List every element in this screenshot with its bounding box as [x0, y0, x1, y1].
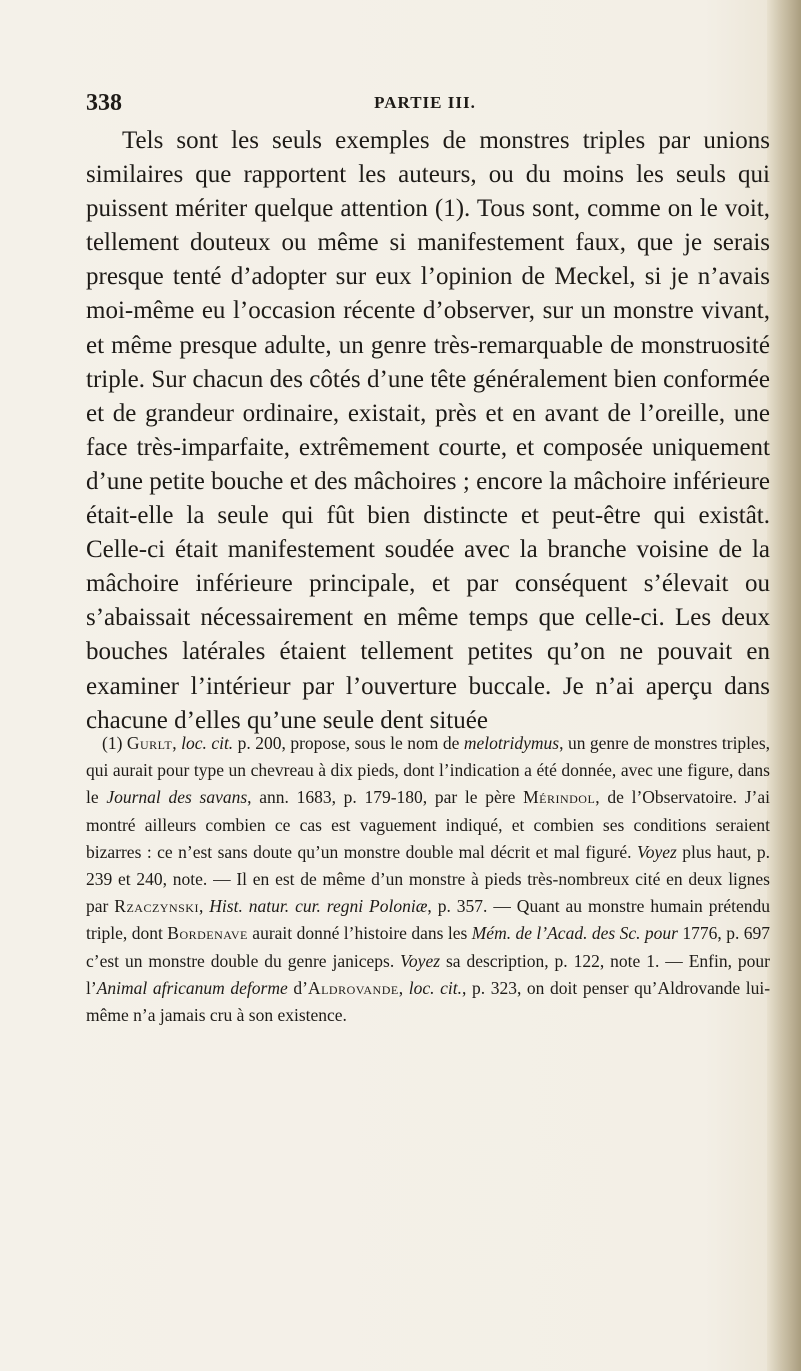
footnote-text: 1776, p. 697 c’est un monstre double du genre janiceps. — [86, 923, 771, 971]
footnote-text: , ann. 1683, p. 179-180, par le père — [247, 787, 524, 808]
book-title: Animal africanum deforme — [96, 977, 288, 998]
page-header — [80, 90, 770, 120]
footnote-text: , — [398, 977, 409, 998]
footnote — [86, 730, 770, 1029]
author-name: Gurlt — [126, 733, 173, 753]
footnote-text: , un genre de monstres triples, qui aurait pour type un chevreau à dix pieds, dont l’indication a été donnée, avec une figure, dans le — [86, 733, 770, 808]
footnote-text: aurait donné l’histoire dans les — [247, 923, 472, 944]
footnote-text: , — [172, 733, 182, 753]
footnote-text: , p. 323, on doit penser qu’Aldrovande lui-même n’a jamais cru à son existence. — [86, 977, 771, 1026]
footnote-text: , — [198, 896, 210, 917]
author-name: Rzaczynski — [114, 896, 199, 917]
cross-reference: Voyez — [636, 841, 677, 862]
running-head: PARTIE III. — [374, 93, 476, 112]
footnote-text: , de l’Observatoire. J’ai montré ailleurs combien ce cas est vaguement indiqué, et combien ses conditions seraient bizarres : ce n’est sans doute qu’un monstre double mal décrit et mal figuré. — [86, 787, 771, 862]
journal-title: Journal des savans — [106, 787, 248, 808]
page-edge-shadow — [767, 0, 801, 1371]
author-name: Mérindol — [523, 787, 596, 808]
footnote-text: sa description, p. 122, note 1. — Enfin, pour l’ — [86, 950, 770, 998]
footnote-text: p. 200, propose, sous le nom de — [233, 733, 464, 753]
citation: loc. cit. — [181, 733, 234, 753]
footnote-text: plus haut, p. 239 et 240, note. — Il en est de même d’un monstre à pieds très-nombreux cité en deux lignes par — [86, 841, 770, 917]
page-number: 338 — [86, 90, 122, 116]
body-paragraph: Tels sont les seuls exemples de monstres triples par unions similaires que rapportent les auteurs, ou du moins les seuls qui puissent mériter quelque attention (1). Tous sont, comme on le voit, tellement douteux ou même si manifestement faux, que je serais presque tenté d’adopter sur eux l’opinion de Meckel, si je n’avais moi-même eu l’occasion récente d’observer, sur un monstre vivant, et même presque adulte, un genre très-remarquable de monstruosité triple. Sur chacun des côtés d’une tête généralement bien conformée et de grandeur ordinaire, existait, près et en avant de l’oreille, une face très-imparfaite, extrêmement courte, et composée uniquement d’une petite bouche et des mâchoires ; encore la mâchoire inférieure était-elle la seule qui fût bien distincte et peut-être qui existât. Celle-ci était manifestement soudée avec la branche voisine de la mâchoire inférieure principale, et par conséquent s’élevait ou s’abaissait nécessairement en même temps que celle-ci. Les deux bouches latérales étaient tellement petites qu’on ne pouvait en examiner l’intérieur par l’ouverture buccale. Je n’ai aperçu dans chacune d’elles qu’une seule dent située — [86, 127, 770, 734]
book-title: Hist. natur. cur. regni Poloniæ — [209, 896, 428, 917]
footnote-text: d’ — [287, 977, 308, 998]
footnote-marker: (1) — [102, 733, 123, 753]
author-name: Aldrovande — [307, 977, 399, 998]
taxon-name: melotridymus — [463, 733, 560, 753]
citation: loc. cit. — [408, 977, 462, 998]
cross-reference: Voyez — [400, 950, 441, 971]
journal-title: Mém. de l’Acad. des Sc. pour — [471, 923, 678, 944]
footnote-text: , p. 357. — Quant au monstre humain prétendu triple, dont — [86, 896, 770, 944]
author-name: Bordenave — [167, 923, 248, 944]
